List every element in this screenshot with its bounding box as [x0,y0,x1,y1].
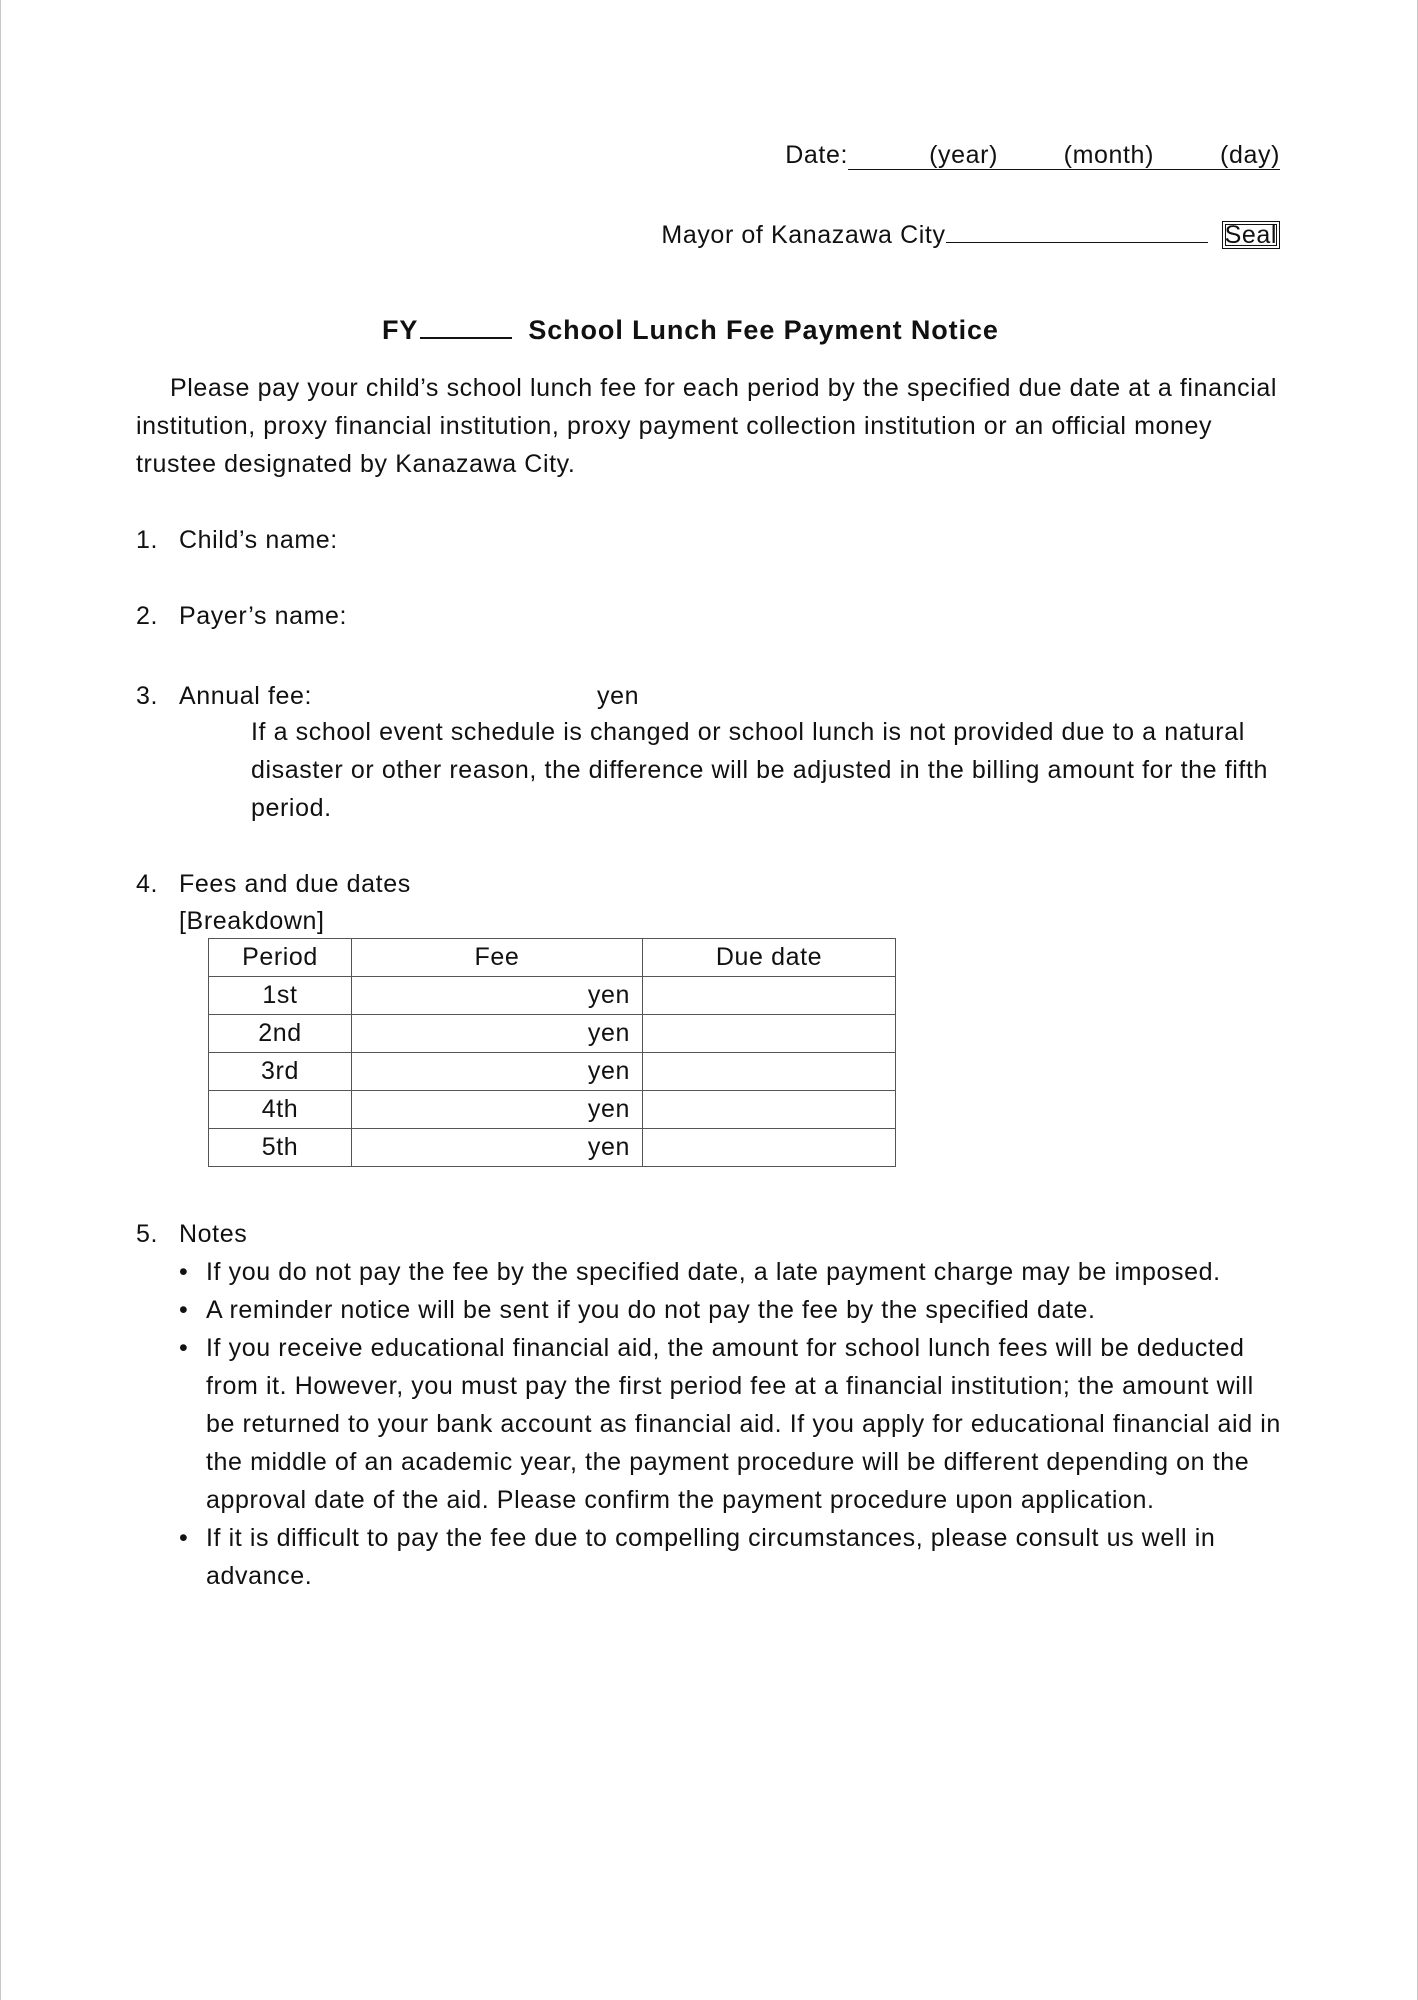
item-number: 5. [136,1220,159,1248]
due-date-cell[interactable] [643,1015,896,1053]
item-payer-name [136,597,347,635]
due-date-cell[interactable] [643,977,896,1015]
date-day-field[interactable] [1154,141,1280,170]
annual-fee-label: Annual fee: [179,682,313,710]
mayor-line [661,216,1280,250]
annual-fee-note: If a school event schedule is changed or school lunch is not provided due to a natural disaster or other reason, the difference will be adjusted in the billing amount for the fifth period. [251,718,1269,822]
item-fees-due-dates [136,865,411,903]
list-item [179,1329,1289,1519]
fee-table [208,938,896,1167]
note-text: If you receive educational financial aid, the amount for school lunch fees will be deducted from it. However, you must pay the first period fee at a financial institution; the amount will be returned to your bank account as financial aid. If you apply for educational financial aid in the middle of an academic year, the payment procedure will be different depending on the approval date of the aid. Please confirm the payment procedure upon application. [206,1334,1281,1514]
bullet-icon: • [179,1334,189,1362]
breakdown-label: [Breakdown] [179,907,325,935]
table-row [209,1129,896,1167]
due-date-cell[interactable] [643,1053,896,1091]
item-notes [136,1215,247,1253]
header-fee: Fee [352,939,643,977]
item-number: 4. [136,870,159,898]
date-month-label: (month) [1063,141,1154,169]
date-year-label: (year) [929,141,998,169]
date-month-field[interactable] [998,141,1154,170]
annual-fee-unit: yen [597,682,640,710]
date-label: Date: [785,141,848,169]
mayor-label: Mayor of Kanazawa City [661,221,946,249]
note-text: A reminder notice will be sent if you do not pay the fee by the specified date. [206,1296,1096,1324]
due-date-cell[interactable] [643,1129,896,1167]
period-cell: 3rd [209,1053,352,1091]
notes-label: Notes [179,1220,248,1248]
intro-paragraph [136,369,1286,483]
fy-label: FY [382,315,419,345]
notes-list [179,1253,1289,1595]
header-period: Period [209,939,352,977]
page-title [382,311,999,346]
seal-box: Seal [1222,221,1280,249]
period-cell: 2nd [209,1015,352,1053]
item-annual-fee [136,677,312,715]
note-text: If it is difficult to pay the fee due to compelling circumstances, please consult us well in advance. [206,1524,1216,1590]
payer-name-label: Payer’s name: [179,602,348,630]
child-name-label: Child’s name: [179,526,338,554]
date-year-field[interactable] [848,141,998,170]
item-number: 3. [136,682,159,710]
table-row [209,1053,896,1091]
note-text: If you do not pay the fee by the specified date, a late payment charge may be imposed. [206,1258,1221,1286]
period-cell: 5th [209,1129,352,1167]
fee-cell[interactable]: yen [352,1015,643,1053]
item-number: 2. [136,602,159,630]
list-item [179,1519,1289,1595]
fee-cell[interactable]: yen [352,1053,643,1091]
item-number: 1. [136,526,159,554]
period-cell: 1st [209,977,352,1015]
fee-cell[interactable]: yen [352,1129,643,1167]
table-row [209,977,896,1015]
header-due-date: Due date [643,939,896,977]
fy-year-field[interactable] [420,311,512,339]
period-cell: 4th [209,1091,352,1129]
list-item [179,1253,1289,1291]
fee-cell[interactable]: yen [352,1091,643,1129]
intro-text: Please pay your child’s school lunch fee for each period by the specified due date at a financial institution, proxy financial institution, proxy payment collection institution or an official money trustee designated by Kanazawa City. [136,374,1278,478]
table-row [209,1091,896,1129]
bullet-icon: • [179,1296,189,1324]
bullet-icon: • [179,1524,189,1552]
date-day-label: (day) [1220,141,1280,169]
mayor-signature-field[interactable] [946,216,1208,243]
fees-due-dates-label: Fees and due dates [179,870,411,898]
table-row [209,1015,896,1053]
fee-cell[interactable]: yen [352,977,643,1015]
bullet-icon: • [179,1258,189,1286]
item-child-name [136,521,338,559]
table-header-row [209,939,896,977]
title-text: School Lunch Fee Payment Notice [528,315,999,345]
due-date-cell[interactable] [643,1091,896,1129]
date-line [785,141,1280,170]
list-item [179,1291,1289,1329]
